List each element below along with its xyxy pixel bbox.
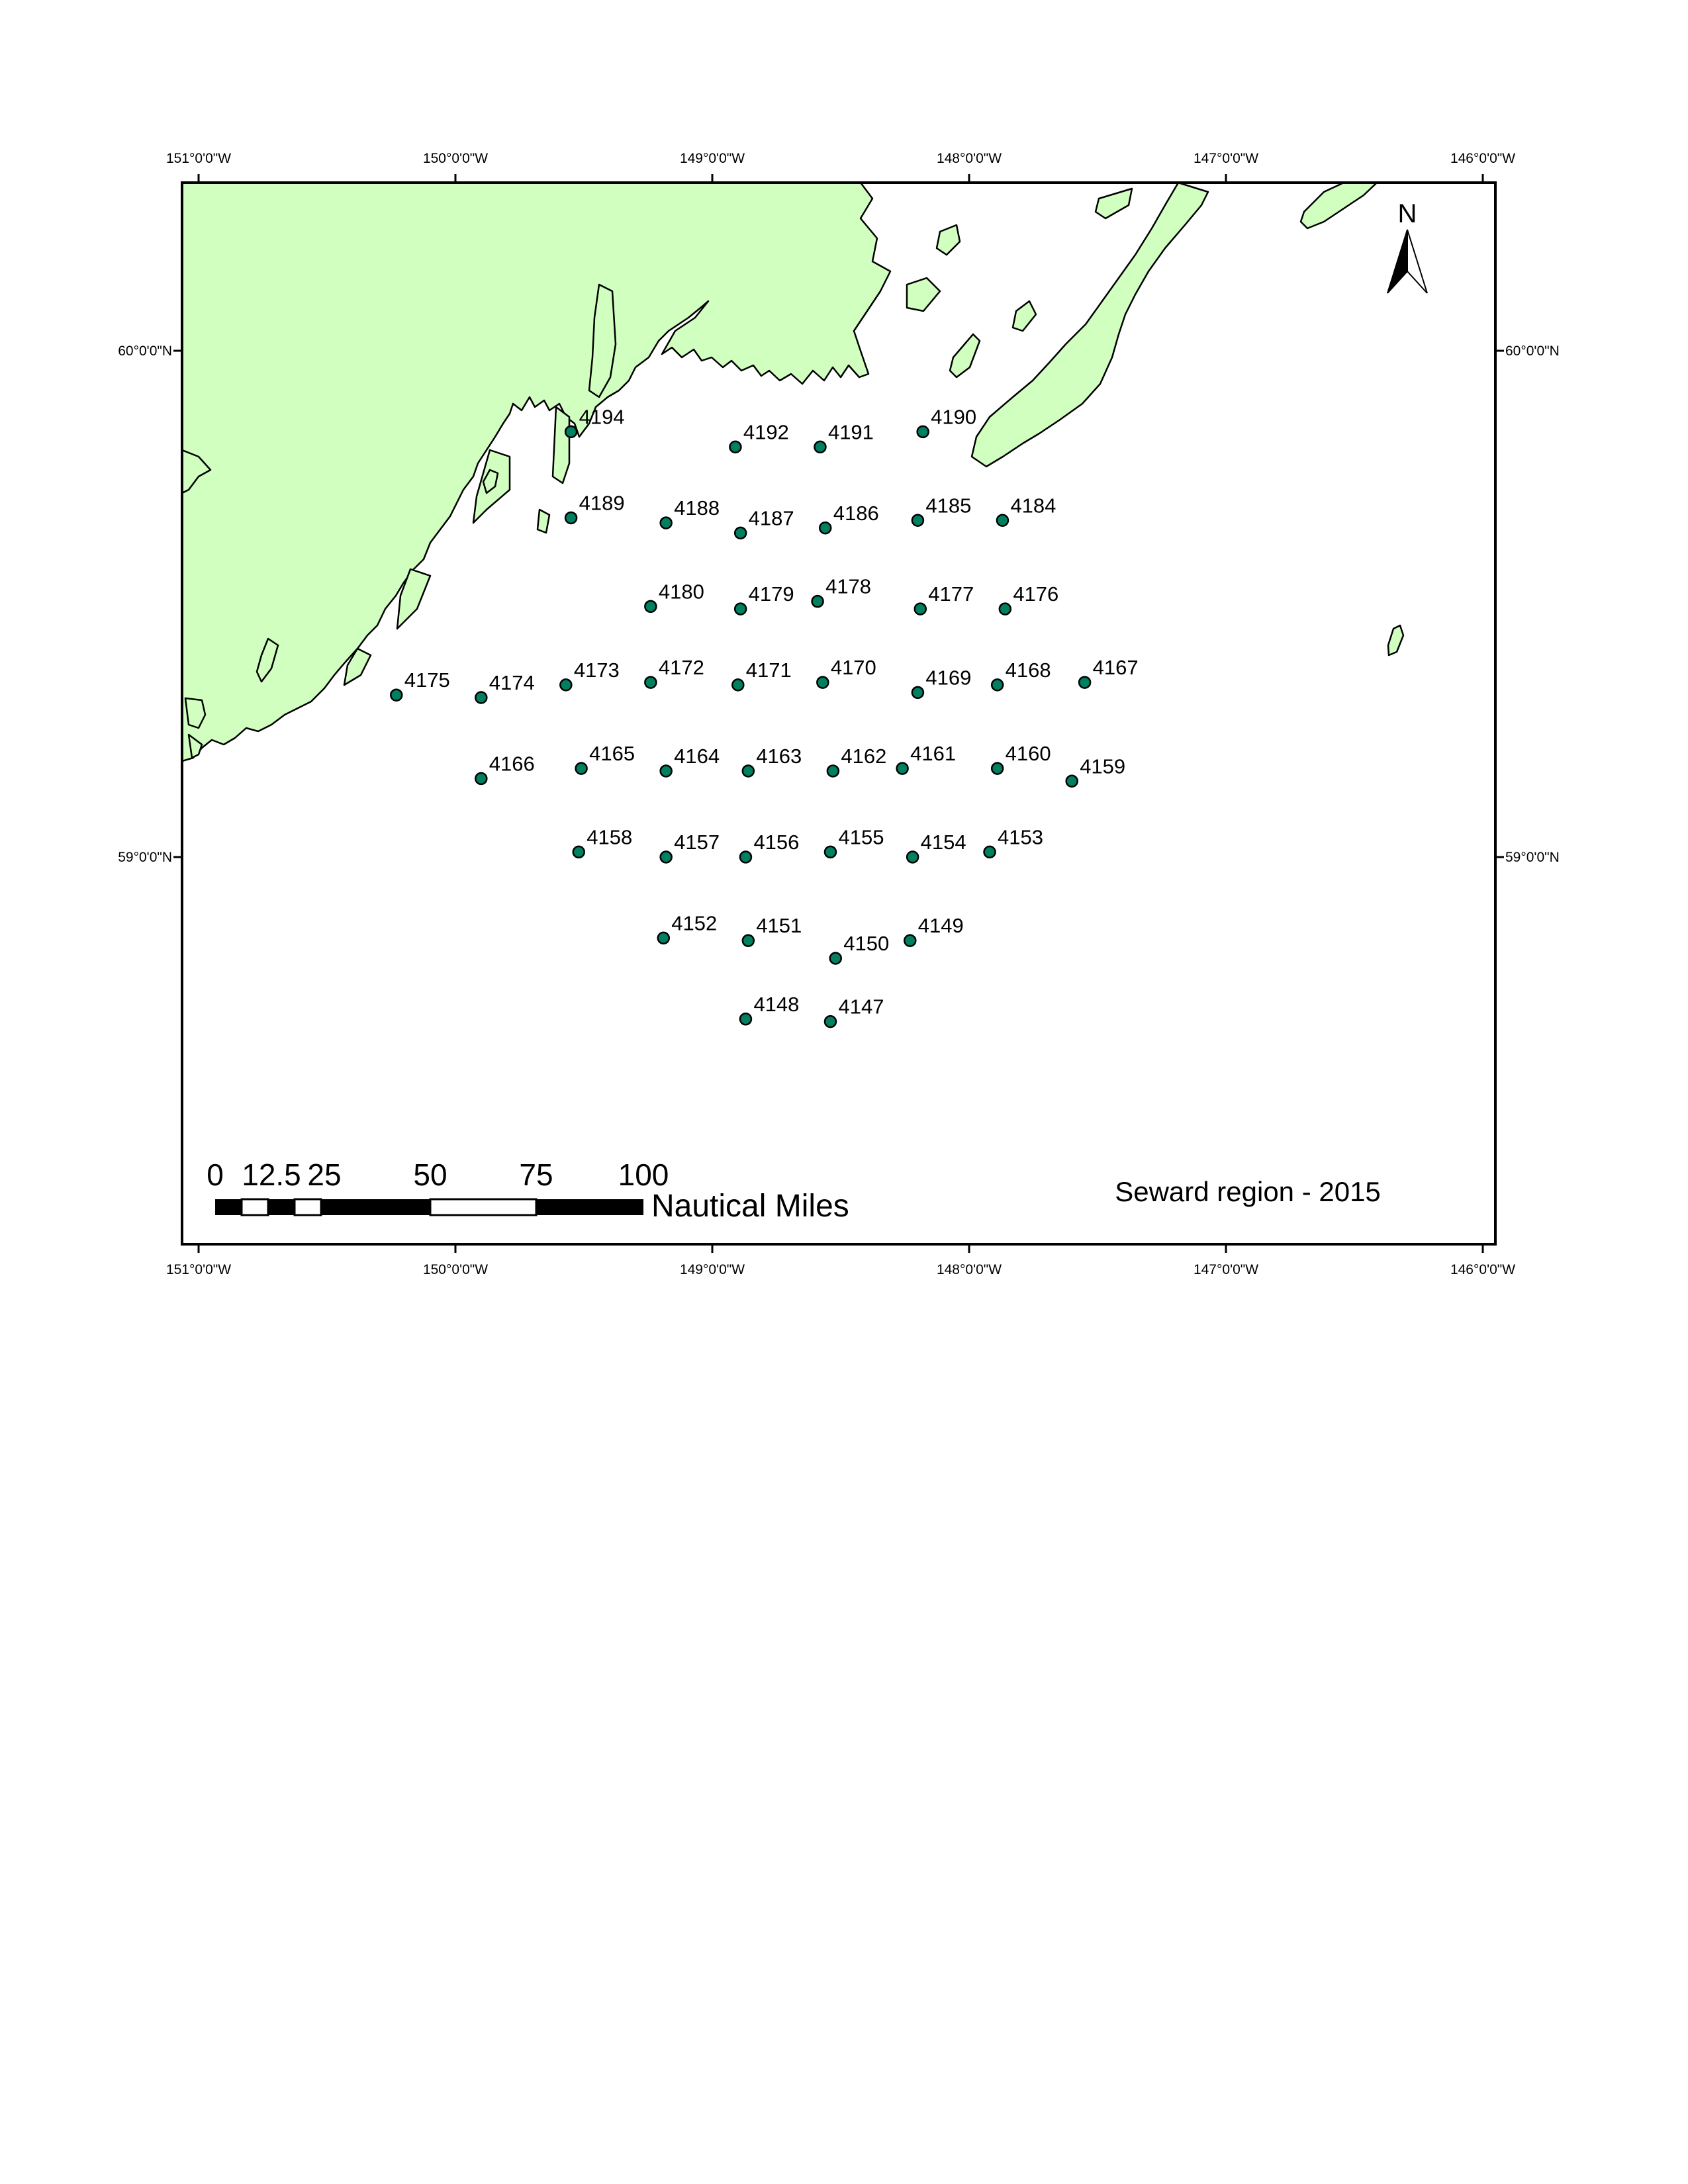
- longitude-tick-label: 146°0'0"W: [1450, 1262, 1516, 1277]
- station-label: 4185: [925, 494, 972, 518]
- station-marker[interactable]: [729, 441, 741, 453]
- station-label: 4148: [753, 992, 800, 1016]
- station-marker[interactable]: [565, 426, 577, 437]
- scale-segment: [268, 1199, 295, 1215]
- station-marker[interactable]: [560, 679, 571, 690]
- station-marker[interactable]: [912, 687, 923, 698]
- station-marker[interactable]: [825, 846, 836, 858]
- latitude-ticks-right: [1495, 343, 1560, 865]
- longitude-tick-label: 148°0'0"W: [936, 1262, 1002, 1277]
- station-label: 4189: [579, 491, 625, 515]
- latitude-tick-label: 59°0'0"N: [1505, 850, 1560, 865]
- station-label: 4184: [1010, 494, 1056, 518]
- station-marker[interactable]: [661, 765, 672, 776]
- station-marker[interactable]: [1000, 604, 1011, 615]
- station-marker[interactable]: [391, 690, 402, 701]
- longitude-tick-label: 151°0'0"W: [165, 151, 232, 166]
- station-marker[interactable]: [1066, 776, 1078, 787]
- station-label: 4168: [1005, 658, 1051, 682]
- station-label: 4172: [658, 656, 704, 680]
- longitude-tick-label: 151°0'0"W: [165, 1262, 232, 1277]
- station-marker[interactable]: [475, 692, 487, 704]
- latitude-tick-label: 60°0'0"N: [118, 343, 172, 359]
- station-label: 4159: [1080, 754, 1126, 778]
- map-title: Seward region - 2015: [1115, 1176, 1381, 1207]
- station-label: 4167: [1092, 656, 1139, 680]
- station-label: 4149: [917, 914, 964, 938]
- scale-tick-label: 50: [413, 1158, 447, 1192]
- scale-tick-label: 0: [207, 1158, 224, 1192]
- station-marker[interactable]: [992, 679, 1003, 690]
- station-marker[interactable]: [830, 953, 841, 964]
- scale-segment: [242, 1199, 268, 1215]
- station-marker[interactable]: [1079, 677, 1090, 688]
- station-marker[interactable]: [661, 518, 672, 529]
- longitude-tick-label: 147°0'0"W: [1193, 151, 1259, 166]
- station-marker[interactable]: [817, 677, 828, 688]
- station-marker[interactable]: [827, 765, 839, 776]
- station-marker[interactable]: [984, 846, 996, 858]
- station-label: 4155: [838, 825, 884, 849]
- station-label: 4191: [827, 420, 874, 444]
- station-label: 4177: [928, 582, 974, 606]
- station-label: 4179: [748, 582, 794, 606]
- station-label: 4194: [579, 405, 625, 429]
- longitude-tick-label: 149°0'0"W: [679, 151, 745, 166]
- station-label: 4156: [753, 831, 800, 854]
- scale-segment: [321, 1199, 430, 1215]
- station-label: 4178: [825, 574, 872, 598]
- station-label: 4157: [674, 831, 720, 854]
- station-label: 4150: [843, 932, 890, 955]
- station-marker[interactable]: [917, 426, 929, 437]
- latitude-tick-label: 59°0'0"N: [118, 850, 172, 865]
- peninsula-finger-2: [553, 407, 569, 483]
- station-marker[interactable]: [915, 604, 926, 615]
- station-label: 4173: [573, 658, 620, 682]
- station-marker[interactable]: [997, 515, 1008, 526]
- station-label: 4163: [756, 744, 802, 768]
- station-marker[interactable]: [735, 527, 746, 539]
- scale-segment: [215, 1199, 242, 1215]
- station-label: 4176: [1013, 582, 1059, 606]
- station-marker[interactable]: [565, 512, 577, 523]
- station-label: 4174: [489, 671, 535, 695]
- station-marker[interactable]: [825, 1016, 836, 1027]
- station-label: 4151: [756, 914, 802, 938]
- station-label: 4171: [745, 658, 792, 682]
- station-marker[interactable]: [814, 441, 825, 453]
- station-label: 4147: [838, 995, 884, 1019]
- station-marker[interactable]: [904, 935, 915, 946]
- station-marker[interactable]: [820, 522, 831, 533]
- station-label: 4169: [925, 666, 972, 690]
- station-label: 4158: [586, 825, 633, 849]
- longitude-ticks-bottom: [166, 1244, 1515, 1277]
- station-marker[interactable]: [732, 679, 743, 690]
- station-marker[interactable]: [576, 763, 587, 774]
- scale-tick-label: 75: [519, 1158, 553, 1192]
- station-marker[interactable]: [740, 852, 751, 863]
- scale-units: Nautical Miles: [651, 1189, 849, 1224]
- station-marker[interactable]: [812, 596, 823, 607]
- station-marker[interactable]: [573, 846, 585, 858]
- longitude-tick-label: 148°0'0"W: [936, 151, 1002, 166]
- station-label: 4165: [589, 742, 635, 766]
- latitude-tick-label: 60°0'0"N: [1505, 343, 1560, 359]
- latitude-ticks-left: [118, 343, 182, 865]
- scale-segment: [295, 1199, 321, 1215]
- station-marker[interactable]: [743, 765, 754, 776]
- station-marker[interactable]: [735, 604, 746, 615]
- station-label: 4166: [489, 752, 535, 776]
- station-label: 4164: [674, 744, 720, 768]
- longitude-tick-label: 147°0'0"W: [1193, 1262, 1259, 1277]
- longitude-tick-label: 150°0'0"W: [422, 1262, 489, 1277]
- longitude-tick-label: 149°0'0"W: [679, 1262, 745, 1277]
- station-label: 4187: [748, 506, 794, 530]
- station-marker[interactable]: [658, 933, 669, 944]
- station-marker[interactable]: [645, 677, 656, 688]
- scale-tick-label: 12.5: [242, 1158, 301, 1192]
- longitude-tick-label: 150°0'0"W: [422, 151, 489, 166]
- scale-tick-label: 25: [307, 1158, 342, 1192]
- station-label: 4188: [674, 496, 720, 520]
- longitude-ticks-top: [166, 151, 1515, 183]
- station-label: 4190: [931, 405, 977, 429]
- station-label: 4192: [743, 420, 789, 444]
- station-marker[interactable]: [907, 852, 918, 863]
- scale-segment: [536, 1199, 643, 1215]
- station-label: 4186: [833, 501, 879, 525]
- station-marker[interactable]: [992, 763, 1003, 774]
- station-marker[interactable]: [897, 763, 908, 774]
- north-arrow-label: N: [1397, 199, 1417, 228]
- station-label: 4161: [910, 742, 957, 766]
- station-label: 4160: [1005, 742, 1051, 766]
- station-marker[interactable]: [475, 773, 487, 784]
- station-label: 4154: [920, 831, 966, 854]
- station-marker[interactable]: [743, 935, 754, 946]
- station-label: 4152: [671, 911, 718, 935]
- station-label: 4162: [841, 744, 887, 768]
- station-marker[interactable]: [661, 852, 672, 863]
- scale-segment: [430, 1199, 536, 1215]
- longitude-tick-label: 146°0'0"W: [1450, 151, 1516, 166]
- station-label: 4170: [830, 656, 876, 680]
- scale-tick-label: 100: [618, 1158, 669, 1192]
- station-label: 4180: [658, 580, 704, 604]
- station-marker[interactable]: [912, 515, 923, 526]
- station-marker[interactable]: [645, 601, 656, 612]
- station-label: 4175: [404, 668, 450, 692]
- station-marker[interactable]: [740, 1013, 751, 1024]
- station-label: 4153: [998, 825, 1044, 849]
